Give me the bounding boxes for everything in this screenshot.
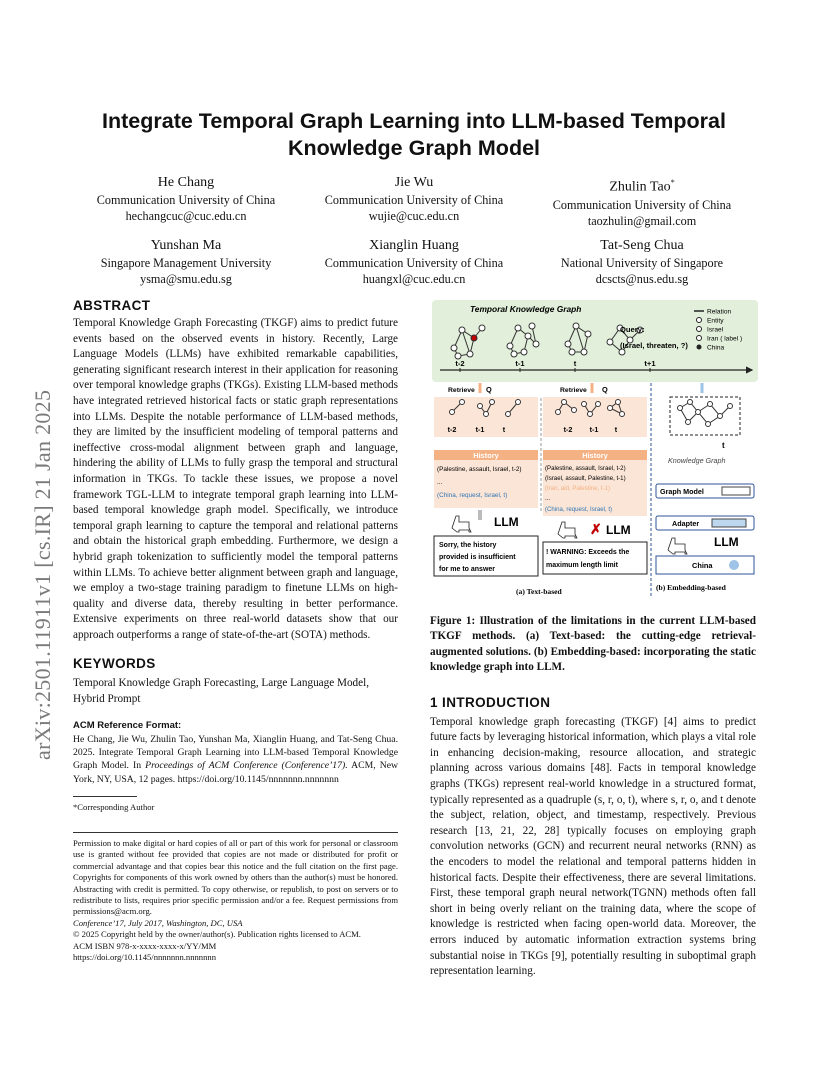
answer-box-b bbox=[543, 542, 647, 574]
author-name: Yunshan Ma bbox=[150, 238, 222, 253]
legend-label: China bbox=[707, 344, 725, 352]
acm-reference-part: ACM, New York, NY, USA, 12 pages. https://doi.org/10.1145/nnnnnnn.nnnnnnn bbox=[73, 760, 399, 785]
legend-label: Iran ( label ) bbox=[707, 335, 743, 343]
figure-1 bbox=[430, 298, 760, 600]
author-name: He Chang bbox=[157, 175, 215, 190]
acm-reference-heading: ACM Reference Format: bbox=[73, 719, 182, 731]
legend-entity-marker bbox=[697, 318, 702, 323]
history-line: (Iran, aid, Palestine, t-1) bbox=[545, 485, 611, 492]
adapter-label: Adapter bbox=[672, 519, 700, 528]
author-affiliation: Communication University of China bbox=[324, 193, 504, 207]
introduction-heading: 1 INTRODUCTION bbox=[430, 694, 551, 710]
graph-model-label: Graph Model bbox=[660, 487, 704, 496]
author-block bbox=[294, 237, 534, 287]
author-email: wujie@cuc.edu.cn bbox=[368, 209, 460, 223]
permission-block bbox=[73, 832, 398, 963]
timeline-tick: t bbox=[573, 359, 577, 368]
footnote-rule bbox=[73, 796, 137, 797]
permission-rule bbox=[73, 832, 398, 833]
legend-israel-marker bbox=[697, 327, 702, 332]
answer-line: ! WARNING: Exceeds the bbox=[546, 549, 630, 556]
adapter-cells bbox=[712, 519, 746, 527]
llama-icon bbox=[668, 538, 687, 554]
history-line: (China, request, Israel, t) bbox=[437, 492, 508, 499]
legend-label: Entity bbox=[707, 317, 724, 325]
query-value: (Israel, threaten, ?) bbox=[620, 341, 688, 350]
answer-line: provided is insufficient bbox=[439, 554, 516, 561]
timeline-tick: t-2 bbox=[455, 359, 465, 368]
author-name: Jie Wu bbox=[394, 175, 434, 190]
author-affiliation: Communication University of China bbox=[324, 256, 504, 270]
query-label: Query: bbox=[620, 325, 645, 334]
sub-tick: t-2 bbox=[563, 425, 573, 434]
history-line: (Israel, assault, Palestine, t-1) bbox=[545, 475, 626, 482]
author-affiliation: Communication University of China bbox=[96, 193, 276, 207]
cross-icon: ✗ bbox=[590, 521, 602, 537]
author-block bbox=[522, 237, 762, 287]
author-affiliation: Communication University of China bbox=[552, 197, 732, 212]
author-email: ysma@smu.edu.sg bbox=[140, 272, 232, 286]
author-block bbox=[66, 174, 306, 224]
author-block bbox=[294, 174, 534, 224]
sub-tick: t-1 bbox=[475, 425, 485, 434]
llm-label: LLM bbox=[714, 535, 739, 549]
history-line: ... bbox=[437, 479, 443, 486]
history-title: History bbox=[473, 451, 499, 460]
llm-label: LLM bbox=[494, 515, 519, 529]
history-line: (Palestine, assault, Israel, t-2) bbox=[545, 465, 626, 472]
keywords-text: Temporal Knowledge Graph Forecasting, Large Language Model, Hybrid Prompt bbox=[73, 677, 370, 706]
sub-tick: t-2 bbox=[447, 425, 457, 434]
llama-icon bbox=[452, 516, 471, 532]
history-line: (Palestine, assault, Israel, t-2) bbox=[437, 466, 522, 473]
abstract-text: Temporal Knowledge Graph Forecasting (TKGF) aims to predict future events based on the observed events in history. Recently, Large Language Models (LLMs) have exhibited remarkable capabilities, generating significant research interest in their application for reasoning over temporal knowledge graphs (TKGs). Existing LLM-based methods have integrated retrieved historical facts or static graph representations into LLMs. Despite the notable performance of LLM-based methods, they are limited by the insufficient modeling of temporal patterns and ineffective cross-modal alignment between graph and language, hindering the ability of LLMs to fully grasp the temporal and structural information in TKGs. To tackle these issues, we propose a novel framework TGL-LLM to integrate temporal graph learning into LLM-based temporal knowledge graph model. Specifically, we introduce temporal graph learning to capture the temporal and relational patterns and obtain the historical graph embedding. Furthermore, we design a hybrid graph tokenization to sufficiently model the temporal patterns within LLMs. To achieve better alignment between graph and language, we employ a two-stage training paradigm to finetune LLMs on high-quality and diverse data, thereby resulting in better performance. Extensive experiments on three real-world datasets show that our approach outperforms a range of state-of-the-art (SOTA) methods. bbox=[73, 317, 398, 641]
author-name-line bbox=[522, 174, 762, 197]
isbn-line: ACM ISBN 978-x-xxxx-xxxx-x/YY/MM bbox=[73, 940, 217, 951]
answer-line: for me to answer bbox=[439, 566, 496, 573]
kg-time-label: t bbox=[722, 441, 725, 450]
sub-tick: t bbox=[614, 425, 618, 434]
conference-line: Conference’17, July 2017, Washington, DC, USA bbox=[73, 917, 243, 928]
history-line: ... bbox=[545, 495, 551, 502]
answer-line: maximum length limit bbox=[546, 562, 618, 569]
right-column bbox=[430, 614, 756, 980]
acm-reference-part: He Chang, Jie Wu, Zhulin Tao, Yunshan Ma, Xianglin Huang, and Tat-Seng Chua. 2025. Integrate Temporal Graph Learning into LLM-based Temporal Knowledge Graph Model. In bbox=[73, 733, 398, 772]
figure-caption: Figure 1: Illustration of the limitations in the current LLM-based TKGF methods. (a) Text-based: the cutting-edge retrieval-augmented solutions. (b) Embedding-based: incorporating the static knowledge graph into LLM. bbox=[430, 615, 756, 674]
abstract-heading: ABSTRACT bbox=[73, 298, 151, 313]
answer-value: China bbox=[692, 561, 713, 570]
copyright-line: © 2025 Copyright held by the owner/author(s). Publication rights licensed to ACM. bbox=[73, 929, 361, 940]
kg-label: Knowledge Graph bbox=[668, 456, 726, 465]
author-name: Zhulin Tao bbox=[609, 179, 671, 195]
llama-icon bbox=[558, 522, 577, 538]
embedding-cells bbox=[722, 487, 750, 495]
left-column bbox=[73, 298, 398, 813]
tkg-title: Temporal Knowledge Graph bbox=[470, 304, 582, 314]
keywords-heading: KEYWORDS bbox=[73, 656, 156, 672]
subfigure-label-b: (b) Embedding-based bbox=[656, 583, 726, 592]
timeline-tick: t-1 bbox=[515, 359, 525, 368]
llm-label: LLM bbox=[606, 523, 631, 537]
author-affiliation: National University of Singapore bbox=[560, 256, 724, 270]
query-q: Q bbox=[602, 385, 608, 394]
arxiv-identifier: arXiv:2501.11911v1 [cs.IR] 21 Jan 2025 bbox=[30, 389, 55, 760]
corresponding-mark: * bbox=[670, 178, 675, 187]
author-email: huangxl@cuc.edu.cn bbox=[362, 272, 466, 286]
paper-title: Integrate Temporal Graph Learning into LLM-based Temporal Knowledge Graph Model bbox=[102, 109, 726, 160]
legend-iran-marker bbox=[697, 336, 702, 341]
query-q: Q bbox=[486, 385, 492, 394]
subfigure-label-a: (a) Text-based bbox=[516, 587, 562, 596]
legend-label: Relation bbox=[707, 308, 732, 316]
doi-line: https://doi.org/10.1145/nnnnnnn.nnnnnnn bbox=[73, 952, 216, 963]
sad-face-icon bbox=[729, 560, 739, 570]
author-email: dcscts@nus.edu.sg bbox=[595, 272, 689, 286]
kg-box bbox=[670, 397, 740, 435]
sub-tick: t bbox=[502, 425, 506, 434]
acm-reference-venue: Proceedings of ACM Conference (Conference’17). bbox=[145, 760, 348, 772]
answer-line: Sorry, the history bbox=[439, 542, 497, 549]
history-title: History bbox=[582, 451, 608, 460]
author-email: taozhulin@gmail.com bbox=[587, 213, 697, 228]
author-block bbox=[522, 174, 762, 229]
history-line: (China, request, Israel, t) bbox=[545, 506, 613, 513]
introduction-paragraph: Temporal knowledge graph forecasting (TKGF) [4] aims to predict future facts by leveraging historical information, which plays a vital role in enhancing decision-making, resource allocation, and strategic planning across various domains [48]. Facts in temporal knowledge graphs (TKGs) represent real-world knowledge in a structured format, typically represented as a quadruple (s, r, o, t), where s, r, o, and t denote the subject, relation, object, and timestamp, respectively. Previous research [13, 21, 22, 28] typically focuses on employing graph convolution networks (GCN) and recurrent neural networks (RNN) as the encoders to model the relational and temporal patterns hidden in historical facts. Despite their effectiveness, there are several limitations. First, these temporal graph neural network(TGNN) methods often fall short in being overly reliant on the training data, where the scope of knowledge is restricted when facing open-world data. Moreover, the errors induced by automatic information extraction systems bring substantial noise in TKGs [9], potentially resulting in suboptimal graph representation learning. bbox=[430, 715, 756, 978]
sub-tick: t-1 bbox=[589, 425, 599, 434]
acm-reference-text bbox=[73, 733, 398, 787]
permission-text: Permission to make digital or hard copies of all or part of this work for personal or classroom use is granted without fee provided that copies are not made or distributed for profit or commercial advantage and that copies bear this notice and the full citation on the first page. Copyrights for components of this work owned by others than the author(s) must be honored. Abstracting with credit is permitted. To copy otherwise, or republish, to post on servers or to redistribute to lists, requires prior specific permission and/or a fee. Request permissions from permissions@acm.org. bbox=[73, 838, 398, 917]
author-affiliation: Singapore Management University bbox=[100, 256, 272, 270]
legend-label: Israel bbox=[707, 326, 724, 334]
author-name: Tat-Seng Chua bbox=[600, 238, 684, 253]
legend-china-marker bbox=[697, 345, 702, 350]
author-email: hechangcuc@cuc.edu.cn bbox=[125, 209, 247, 223]
retrieve-label: Retrieve bbox=[560, 387, 587, 394]
footnote: *Corresponding Author bbox=[73, 802, 155, 813]
author-block bbox=[66, 237, 306, 287]
author-name: Xianglin Huang bbox=[369, 238, 459, 253]
figure-illustration bbox=[430, 298, 760, 600]
retrieve-label: Retrieve bbox=[448, 387, 475, 394]
timeline-tick: t+1 bbox=[644, 359, 656, 368]
